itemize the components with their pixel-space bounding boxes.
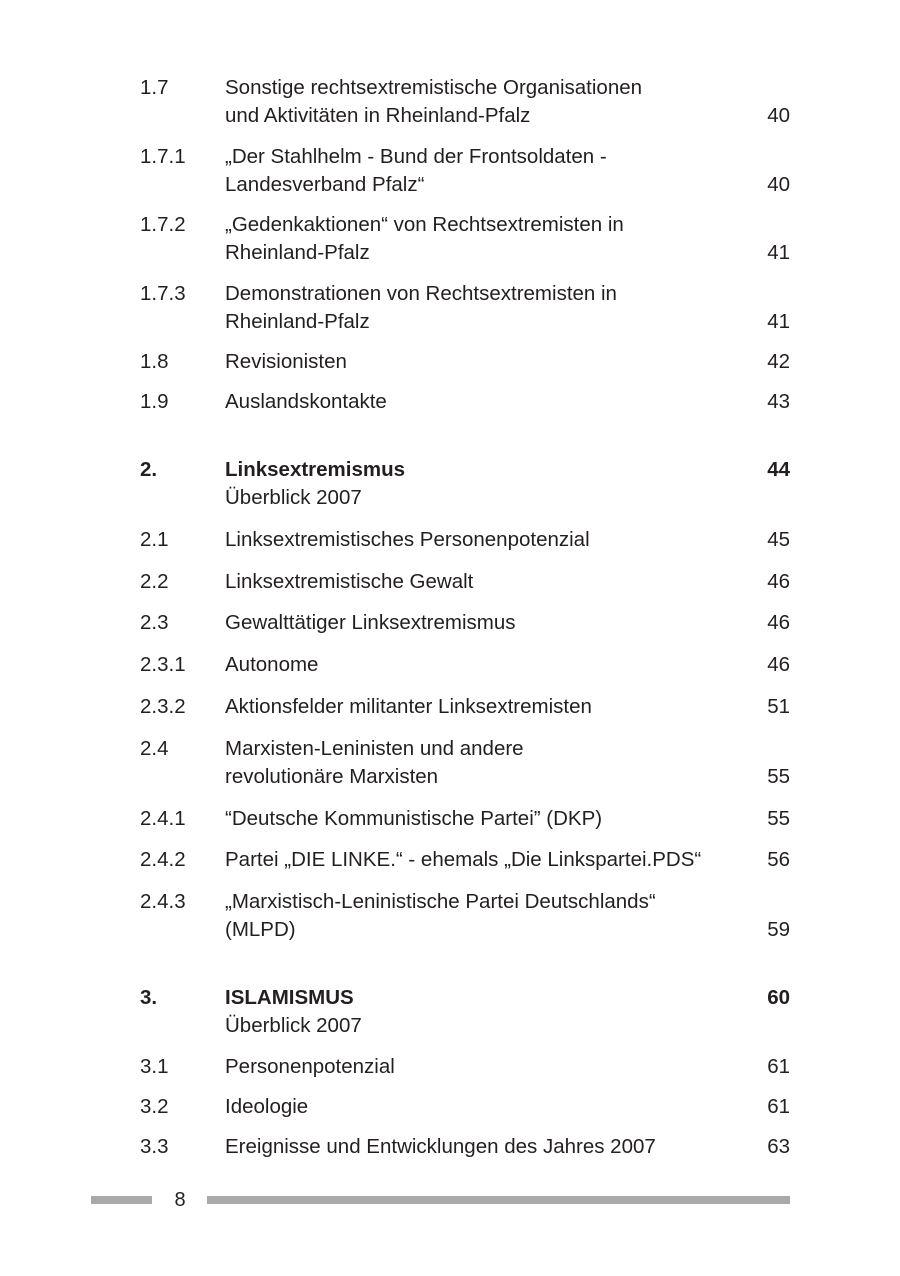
- toc-entry-title: [225, 526, 745, 554]
- toc-entry-title: [225, 651, 745, 679]
- toc-entry-page: 43: [767, 390, 790, 413]
- toc-entry-title-line: Rheinland-Pfalz: [225, 241, 370, 264]
- toc-entry-page: 61: [767, 1095, 790, 1118]
- toc-entry-title: [225, 143, 745, 199]
- toc-entry-page: 61: [767, 1055, 790, 1078]
- toc-entry-page: 51: [767, 695, 790, 718]
- toc-entry-title-line: (MLPD): [225, 918, 296, 941]
- toc-entry-number: 1.7: [140, 76, 169, 99]
- toc-entry-title-line: Personenpotenzial: [225, 1055, 395, 1078]
- footer-rule-right: [207, 1196, 790, 1204]
- toc-entry-title-line: Marxisten-Leninisten und andere: [225, 737, 524, 760]
- toc-entry-number: 3.2: [140, 1095, 169, 1118]
- toc-entry-title-line: Ideologie: [225, 1095, 309, 1118]
- toc-entry-title-line: ISLAMISMUS: [225, 986, 354, 1009]
- toc-entry-title-line: Sonstige rechtsextremistische Organisationen: [225, 76, 643, 99]
- toc-entry-number: 3.3: [140, 1135, 169, 1158]
- toc-entry-title: [225, 693, 745, 721]
- toc-entry-number: 2.: [140, 458, 158, 481]
- toc-entry-number: 1.7.3: [140, 282, 186, 305]
- toc-entry-number: 2.4.1: [140, 807, 186, 830]
- toc-entry-page: 60: [767, 986, 790, 1009]
- toc-entry-title-line: Gewalttätiger Linksextremismus: [225, 611, 516, 634]
- toc-entry-title-line: Ereignisse und Entwicklungen des Jahres 2007: [225, 1135, 656, 1158]
- toc-entry-title-line: und Aktivitäten in Rheinland-Pfalz: [225, 104, 531, 127]
- toc-entry-page: 46: [767, 570, 790, 593]
- toc-entry-title-line: Aktionsfelder militanter Linksextremisten: [225, 695, 592, 718]
- toc-entry-number: 1.8: [140, 350, 169, 373]
- toc-entry-title: [225, 609, 745, 637]
- toc-entry-title-line: „Der Stahlhelm - Bund der Frontsoldaten -: [225, 145, 607, 168]
- toc-entry-title-line: Linksextremistische Gewalt: [225, 570, 474, 593]
- toc-entry-page: 56: [767, 848, 790, 871]
- toc-entry-title: [225, 74, 745, 130]
- toc-entry-title: [225, 388, 745, 416]
- page-number: 8: [174, 1189, 186, 1211]
- toc-entry-number: 3.1: [140, 1055, 169, 1078]
- toc-entry-page: 42: [767, 350, 790, 373]
- toc-entry-title: [225, 888, 745, 944]
- toc-entry-title: [225, 568, 745, 596]
- toc-entry-number: 1.9: [140, 390, 169, 413]
- toc-entry-title-line: Revisionisten: [225, 350, 347, 373]
- toc-entry-page: 55: [767, 807, 790, 830]
- footer-rule-left: [91, 1196, 152, 1204]
- toc-entry-number: 3.: [140, 986, 158, 1009]
- toc-entry-page: 55: [767, 765, 790, 788]
- toc-entry-title-line: Auslandskontakte: [225, 390, 387, 413]
- toc-entry-title-line: „Gedenkaktionen“ von Rechtsextremisten in: [225, 213, 624, 236]
- toc-entry-title-line: Autonome: [225, 653, 319, 676]
- toc-entry-number: 2.3: [140, 611, 169, 634]
- toc-entry-number: 2.4: [140, 737, 169, 760]
- toc-entry-title-line: Partei „DIE LINKE.“ - ehemals „Die Linkspartei.PDS“: [225, 848, 702, 871]
- toc-entry-title: [225, 348, 745, 376]
- toc-entry-title: [225, 735, 745, 791]
- toc-entry-number: 2.1: [140, 528, 169, 551]
- toc-entry-page: 40: [767, 104, 790, 127]
- toc-entry-number: 2.4.3: [140, 890, 186, 913]
- toc-entry-number: 2.4.2: [140, 848, 186, 871]
- toc-entry-number: 2.3.1: [140, 653, 186, 676]
- toc-entry-title-line: Rheinland-Pfalz: [225, 310, 370, 333]
- toc-entry-title: [225, 456, 745, 512]
- toc-entry-title-line: Linksextremismus: [225, 458, 406, 481]
- toc-entry-number: 2.2: [140, 570, 169, 593]
- toc-entry-page: 45: [767, 528, 790, 551]
- toc-entry-page: 46: [767, 611, 790, 634]
- toc-entry-title: [225, 1053, 745, 1081]
- toc-entry-page: 63: [767, 1135, 790, 1158]
- toc-entry-page: 40: [767, 173, 790, 196]
- toc-entry-title: [225, 984, 745, 1040]
- toc-entry-title: [225, 846, 745, 874]
- toc-entry-number: 1.7.1: [140, 145, 186, 168]
- toc-entry-title-line: Landesverband Pfalz“: [225, 173, 425, 196]
- toc-entry-number: 1.7.2: [140, 213, 186, 236]
- toc-entry-title-line: Überblick 2007: [225, 1014, 362, 1037]
- toc-entry-title-line: „Marxistisch-Leninistische Partei Deutschlands“: [225, 890, 656, 913]
- toc-entry-title: [225, 280, 745, 336]
- toc-entry-page: 46: [767, 653, 790, 676]
- toc-entry-title: [225, 1093, 745, 1121]
- toc-entry-title: [225, 805, 745, 833]
- toc-entry-title: [225, 1133, 745, 1161]
- toc-entry-title: [225, 211, 745, 267]
- toc-entry-page: 44: [767, 458, 790, 481]
- toc-entry-title-line: “Deutsche Kommunistische Partei” (DKP): [225, 807, 603, 830]
- toc-entry-page: 59: [767, 918, 790, 941]
- toc-entry-title-line: revolutionäre Marxisten: [225, 765, 439, 788]
- toc-entry-page: 41: [767, 310, 790, 333]
- toc-entry-title-line: Überblick 2007: [225, 486, 362, 509]
- toc-entry-page: 41: [767, 241, 790, 264]
- toc-entry-number: 2.3.2: [140, 695, 186, 718]
- toc-entry-title-line: Demonstrationen von Rechtsextremisten in: [225, 282, 617, 305]
- toc-entry-title-line: Linksextremistisches Personenpotenzial: [225, 528, 590, 551]
